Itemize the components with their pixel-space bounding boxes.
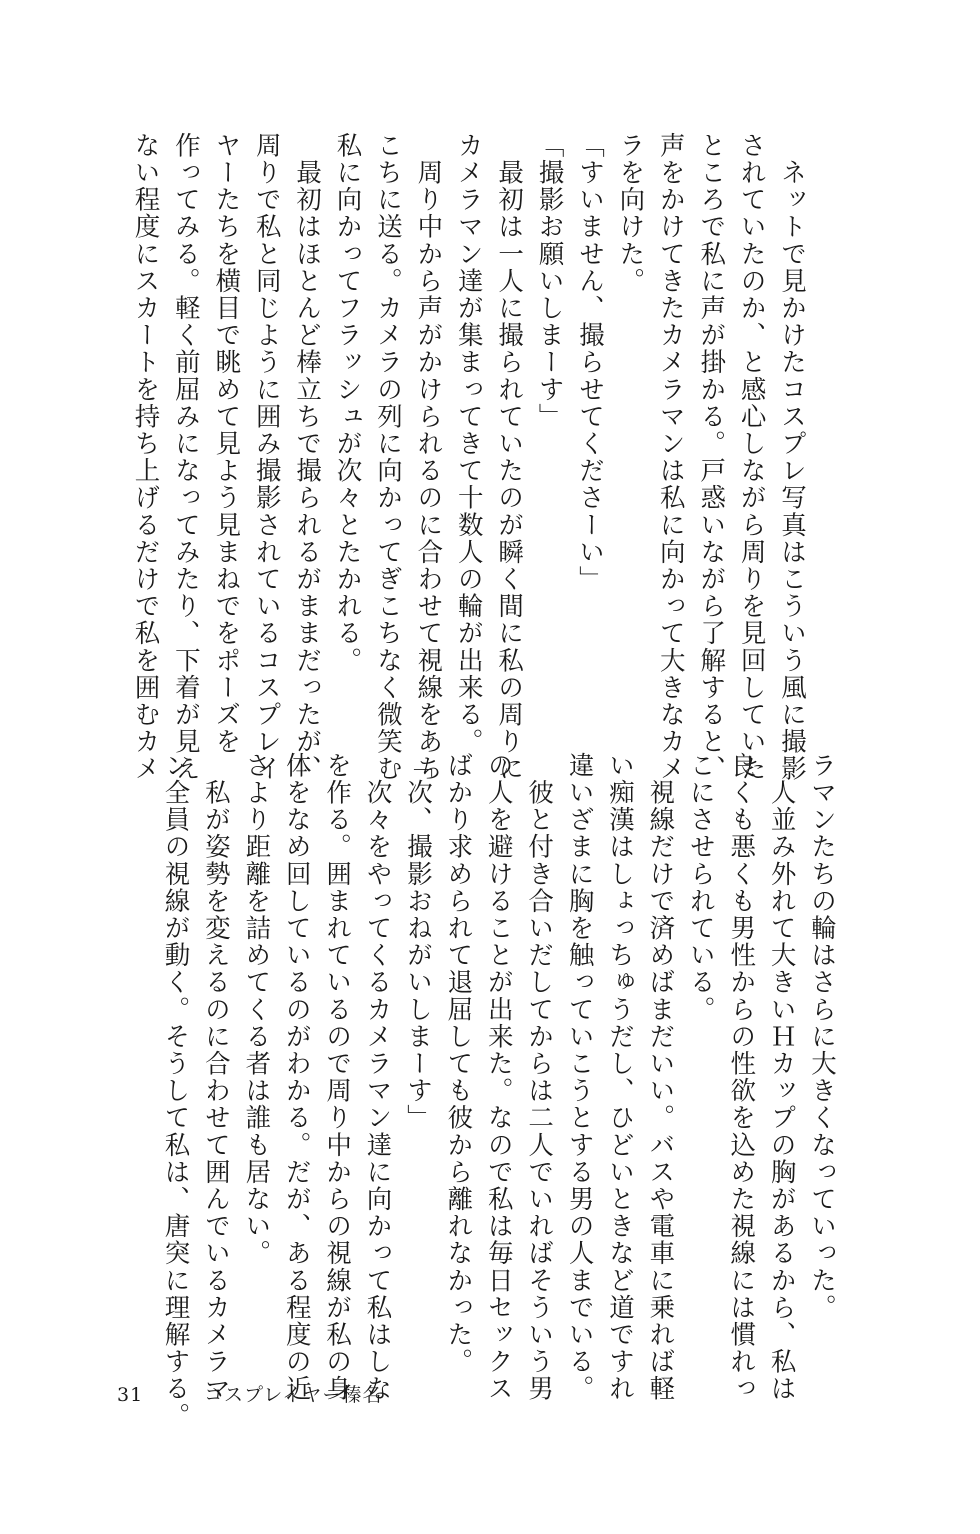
text-line: の人を避けることが出来た。なので私は毎日セックス	[483, 752, 514, 1403]
text-line: 最初は一人に撮られていたのが瞬く間に私の周りに	[494, 132, 525, 783]
text-block-upper	[125, 132, 812, 783]
text-line: ない程度にスカートを持ち上げるだけで私を囲むカメ	[130, 132, 161, 783]
text-line: ン全員の視線が動く。そうして私は、唐突に理解する。	[160, 752, 191, 1430]
page-footer	[117, 1380, 382, 1407]
text-line: されていたのか、と感心しながら周りを見回していた	[736, 132, 767, 783]
page-number: 31	[117, 1384, 144, 1406]
text-line: こにさせられている。	[685, 752, 716, 1023]
text-line: 私に向かってフラッシュが次々とたかれる。	[332, 132, 363, 674]
text-line: こちに送る。カメラの列に向かってぎこちなく微笑む	[372, 132, 403, 783]
text-line: 次々をやってくるカメラマン達に向かって私はしな	[362, 752, 393, 1403]
text-line: ヤーたちを横目で眺めて見よう見まねでをポーズを	[211, 132, 242, 756]
text-line: 人並み外れて大きいＨカップの胸があるから、私は	[766, 752, 797, 1403]
text-line: 周りで私と同じように囲み撮影されているコスプレイ	[251, 132, 282, 783]
text-line: 「すいません、撮らせてくださーい」	[574, 132, 605, 593]
text-line: ラを向けた。	[615, 132, 646, 295]
text-line: 体をなめ回しているのがわかる。だが、ある程度の近	[281, 752, 312, 1403]
text-line: ところで私に声が掛かる。戸惑いながら了解すると、	[696, 132, 727, 783]
text-line: ネットで見かけたコスプレ写真はこういう風に撮影	[777, 132, 807, 783]
text-line: 視線だけで済めばまだいい。バスや電車に乗れば軽	[645, 752, 676, 1403]
text-line: 作ってみる。軽く前屈みになってみたり、下着が見え	[170, 132, 201, 783]
text-line: 良くも悪くも男性からの性欲を込めた視線には慣れっ	[726, 752, 757, 1403]
text-line: 私が姿勢を変えるのに合わせて囲んでいるカメラマ	[200, 752, 231, 1403]
text-line: 「次、撮影おねがいしまーす」	[402, 752, 433, 1132]
text-line: 周り中から声がかけられるのに合わせて視線をあち	[413, 132, 444, 783]
text-line: ばかり求められて退屈しても彼から離れなかった。	[443, 752, 474, 1376]
text-line: 「撮影お願いしまーす」	[534, 132, 565, 431]
running-head: コスプレイヤー榛名	[204, 1384, 383, 1406]
text-line: を作る。囲まれているので周り中からの視線が私の身	[322, 752, 353, 1403]
text-line: 彼と付き合いだしてからは二人でいればそういう男	[524, 752, 555, 1403]
text-line: カメラマン達が集まってきて十数人の輪が出来る。	[453, 132, 484, 756]
text-line: 声をかけてきたカメラマンは私に向かって大きなカメ	[655, 132, 686, 783]
text-line: さより距離を詰めてくる者は誰も居ない。	[241, 752, 272, 1267]
text-line: 違いざまに胸を触っていこうとする男の人までいる。	[564, 752, 595, 1403]
text-line: ラマンたちの輪はさらに大きくなっていった。	[807, 752, 837, 1322]
text-line: 最初はほとんど棒立ちで撮られるがままだったが、	[292, 132, 323, 783]
text-line: い痴漢はしょっちゅうだし、ひどいときなど道ですれ	[604, 752, 635, 1403]
